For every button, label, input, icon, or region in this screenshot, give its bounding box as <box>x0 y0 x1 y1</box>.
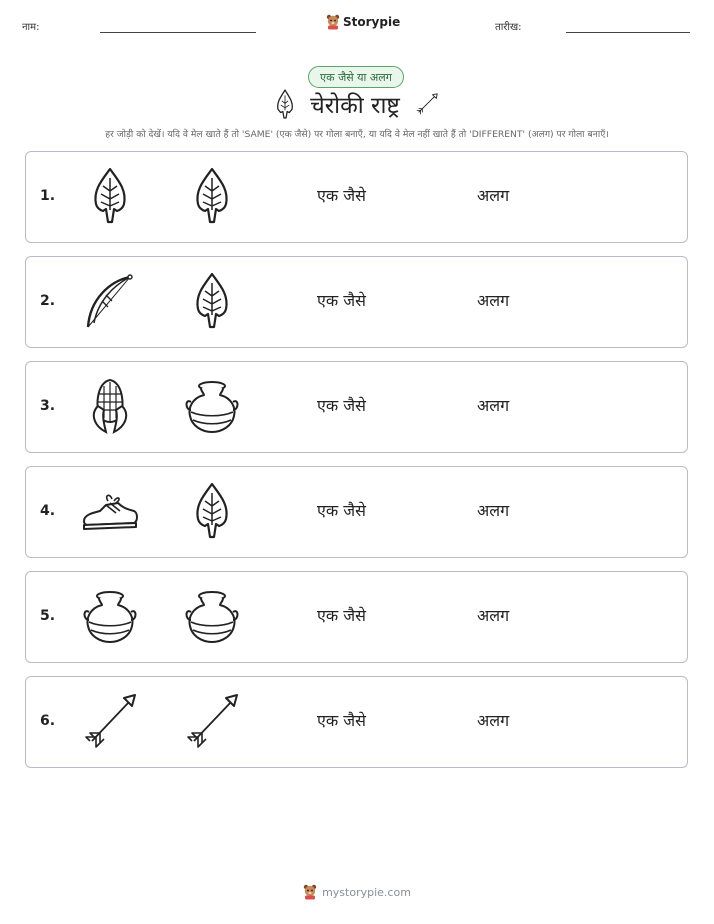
question-number: 5. <box>40 608 56 624</box>
same-option[interactable]: एक जैसे <box>317 501 366 520</box>
different-option[interactable]: अलग <box>477 291 510 310</box>
brand-name: Storypie <box>343 15 401 29</box>
arrow-icon <box>80 691 140 751</box>
storypie-mascot-icon <box>326 14 340 30</box>
arrowhead-icon <box>80 166 140 226</box>
arrowhead-icon <box>182 166 242 226</box>
worksheet-type-badge: एक जैसे या अलग <box>308 66 404 88</box>
date-label: तारीख: <box>495 22 522 33</box>
page-title: चेरोकी राष्ट्र <box>310 93 400 119</box>
footer-url: mystorypie.com <box>322 885 411 899</box>
question-row <box>25 361 688 453</box>
question-row <box>25 151 688 243</box>
different-option[interactable]: अलग <box>477 186 510 205</box>
name-line[interactable] <box>100 32 256 33</box>
footer <box>0 884 714 900</box>
same-option[interactable]: एक जैसे <box>317 711 366 730</box>
arrow-icon <box>182 691 242 751</box>
corn-icon <box>80 376 140 436</box>
arrowhead-icon <box>274 89 296 119</box>
question-number: 4. <box>40 503 56 519</box>
storypie-mascot-icon <box>303 884 317 900</box>
different-option[interactable]: अलग <box>477 396 510 415</box>
name-label: नाम: <box>22 22 40 33</box>
date-line[interactable] <box>566 32 690 33</box>
different-option[interactable]: अलग <box>477 606 510 625</box>
different-option[interactable]: अलग <box>477 501 510 520</box>
brand-logo <box>326 14 400 30</box>
question-number: 2. <box>40 293 56 309</box>
pot-icon <box>182 376 242 436</box>
instructions: हर जोड़ी को देखें। यदि वे मेल खाते हैं तो 'SAME' (एक जैसे) पर गोला बनाएँ, या यदि वे मेल नहीं खाते हैं तो 'DIFFERENT' (अलग) पर गोला बनाएँ। <box>105 129 609 140</box>
bow-icon <box>80 271 140 331</box>
shoe-icon <box>80 481 140 541</box>
same-option[interactable]: एक जैसे <box>317 396 366 415</box>
same-option[interactable]: एक जैसे <box>317 186 366 205</box>
question-row <box>25 676 688 768</box>
different-option[interactable]: अलग <box>477 711 510 730</box>
question-number: 3. <box>40 398 56 414</box>
title-row <box>0 88 714 120</box>
question-row <box>25 256 688 348</box>
same-option[interactable]: एक जैसे <box>317 291 366 310</box>
pot-icon <box>182 586 242 646</box>
arrowhead-icon <box>182 271 242 331</box>
same-option[interactable]: एक जैसे <box>317 606 366 625</box>
question-row <box>25 466 688 558</box>
question-number: 6. <box>40 713 56 729</box>
arrow-icon <box>414 89 440 119</box>
question-number: 1. <box>40 188 56 204</box>
pot-icon <box>80 586 140 646</box>
arrowhead-icon <box>182 481 242 541</box>
question-row <box>25 571 688 663</box>
